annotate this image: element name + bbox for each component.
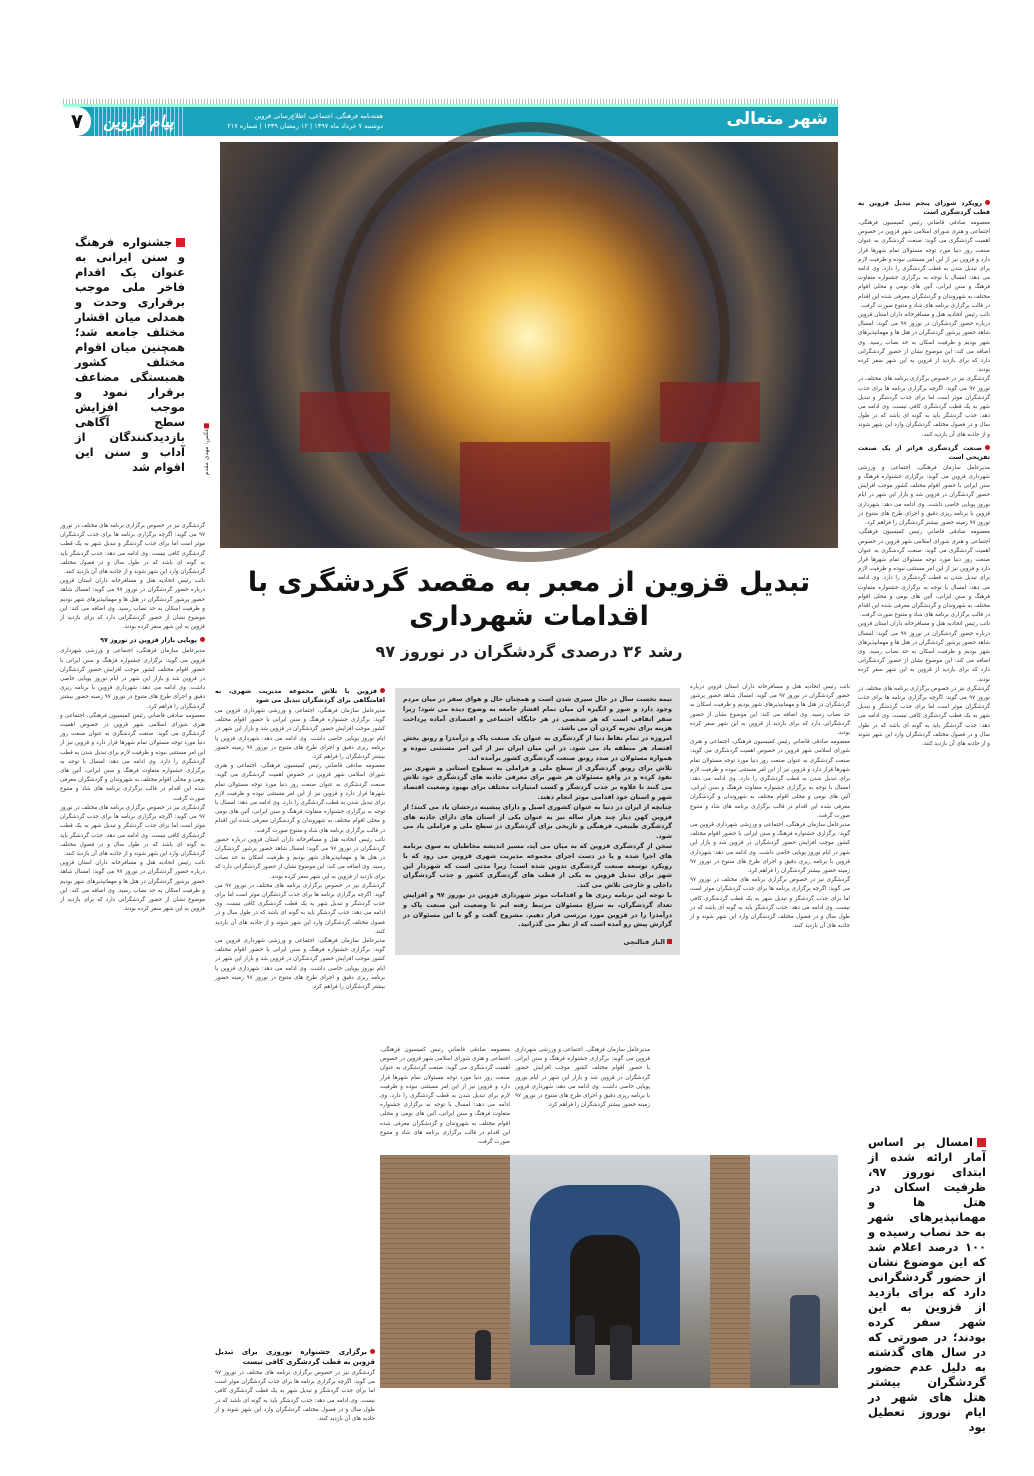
paragraph: نائب رئیس اتحادیه هتل و مسافرخانه داران استان قزوین درباره حضور گردشگران در نوروز ۹۷ می گوید: امسال شاهد حضور پرشور گردشگران در هتل ها و مهمانپذیرهای شهر بودیم و ظرفیت اسکان به حد نصاب رسید. وی اضافه می کند: این موضوع نشان از حضور گردشگرانی دارد که برای بازدید از قزوین به این شهر سفر کرده بودند. — [858, 621, 990, 683]
paragraph: معصومه صادقی قاضاني رئیس کمیسیون فرهنگی، اجتماعی و هنری شورای اسلامی شهر قزوین در خصوص اهمیت گردشگری می گوید: صنعت گردشگری به عنوان صنعت روز دنیا مورد توجه مسئولان تمام شهرها قرار دارد و قزوین نیز از این امر مستثنی نبوده و ظرفیت لازم برای تبدیل شدن به قطب گردشگری را دارد. وی ادامه می دهد: امسال با توجه به برگزاری جشنواره متفاوت فرهنگ و سنن ایرانی، آئین های بومی و محلی اقوام مختلف به شهروندان و گردشگران معرفی شده این اقدام در قالب برگزاری برنامه های شاد و متنوع صورت گرفت. — [858, 529, 990, 619]
section-title: شهر متعالی — [726, 109, 828, 129]
brick-wall — [710, 1155, 750, 1388]
subheadline: رشد ۳۶ درصدی گردشگران در نوروز ۹۷ — [375, 642, 683, 661]
pull-quote-text: جشنواره فرهنگ و سنن ایرانی به عنوان یک اقدام فاخر ملی موجب برقراری وحدت و همدلی میان اقشار مختلف جامعه شد؛ همچنین میان اقوام مختلف کشور همبستگی مضاعف برقرار نمود و موجب افزایش سطح آگاهی بازدیدکنندگان از آداب و سنن این اقوام شد — [75, 235, 185, 474]
person — [475, 1330, 491, 1380]
masthead-info — [193, 111, 383, 131]
column-4 — [690, 683, 850, 1143]
paragraph: گردشگری نیز در خصوص برگزاری برنامه های مختلف در نوروز ۹۷ می گوید: اگرچه برگزاری برنامه ها برای جذب گردشگران موثر است اما برای جذب گردشگر و تبدیل شهر به یک قطب گردشگری کافی نیست. وی ادامه می دهد: جذب گردشگر باید به گونه ای باشد که در طول سال و در فصول مختلف گردشگران وارد این شهر شوند و از جاذبه های آن بازدید کنند. — [60, 523, 205, 576]
headline: تبدیل قزوین از معبر به مقصد گردشگری با اقدامات شهرداری — [247, 567, 811, 632]
page-header — [63, 104, 838, 136]
carpet — [300, 392, 390, 452]
bullet-square — [176, 238, 185, 247]
paragraph: نائب رئیس اتحادیه هتل و مسافرخانه داران استان قزوین درباره حضور گردشگران در نوروز ۹۷ می گوید: امسال شاهد حضور پرشور گردشگران در هتل ها و مهمانپذیرهای شهر بودیم و ظرفیت اسکان به حد نصاب رسید. وی اضافه می کند: این موضوع نشان از حضور گردشگرانی دارد که برای بازدید از قزوین به این شهر سفر کرده بودند. — [60, 578, 205, 631]
intro-paragraph: با توجه این برنامه ریزی ها و اقدامات موثر شهرداری قزوین در نوروز ۹۷ و افزایش تعداد گردشگران، به سراغ مسئولان مرتبط رفته ایم تا وضعیت این صنعت پاک و درآمدزا را در قزوین مورد بررسی قرار دهیم. مشروح گفت و گو با این مسئولان در گزارش پیش رو آمده است که از نظر می گذرانید. — [403, 890, 672, 929]
column-lower-1 — [380, 1046, 510, 1147]
tagline: هفته‌نامه فرهنگی، اجتماعی، اطلاع‌رسانی قزوین — [254, 112, 383, 120]
bullet-square — [977, 1138, 986, 1147]
subhead: صنعت گردشگری فراتر از یک صنعت تفریحی است — [858, 444, 990, 461]
column-right — [858, 195, 990, 1125]
paragraph: معصومه صادقی قاضاني رئیس کمیسیون فرهنگی، اجتماعی و هنری شورای اسلامی شهر قزوین در خصوص اهمیت گردشگری می گوید: صنعت گردشگری به عنوان صنعت روز دنیا مورد توجه مسئولان تمام شهرها قرار دارد و قزوین نیز از این امر مستثنی نبوده و ظرفیت لازم برای تبدیل شدن به قطب گردشگری را دارد. وی ادامه می دهد: امسال با توجه به برگزاری جشنواره متفاوت فرهنگ و سنن ایرانی، آئین های بومی و محلی اقوام مختلف به شهروندان و گردشگران معرفی شده این اقدام در قالب برگزاری برنامه های شاد و متنوع صورت گرفت. — [858, 220, 990, 309]
paragraph: گردشگری نیز در خصوص برگزاری برنامه های مختلف در نوروز ۹۷ می گوید: اگرچه برگزاری برنامه ها برای جذب گردشگران موثر است اما برای جذب گردشگر و تبدیل شهر به یک قطب گردشگری کافی نیست. وی ادامه می دهد: جذب گردشگر باید به گونه ای باشد که در طول سال و در فصول مختلف گردشگران وارد این شهر شوند و از جاذبه های آن بازدید کنند. — [858, 685, 990, 747]
paragraph: مدیرعامل سازمان فرهنگی، اجتماعی و ورزشی شهرداری قزوین می گوید: برگزاری جشنواره فرهنگ و سنن ایرانی با حضور اقوام مختلف کشور موجب افزایش حضور گردشگران در قزوین شد و بازار این شهر در ایام نوروز پویایی خاصی داشت. وی ادامه می دهد: شهرداری قزوین با برنامه ریزی دقیق و اجرای طرح های متنوع در نوروز ۹۷ زمینه حضور بیشتر گردشگران را فراهم کرد. — [215, 938, 385, 991]
paragraph: نائب رئیس اتحادیه هتل و مسافرخانه داران استان قزوین درباره حضور گردشگران در نوروز ۹۷ می گوید: امسال شاهد حضور پرشور گردشگران در هتل ها و مهمانپذیرهای شهر بودیم و ظرفیت اسکان به حد نصاب رسید. وی اضافه می کند: این موضوع نشان از حضور گردشگرانی دارد که برای بازدید از قزوین به این شهر سفر کرده بودند. — [60, 860, 205, 913]
paragraph: مدیرعامل سازمان فرهنگی، اجتماعی و ورزشی شهرداری قزوین می گوید: برگزاری جشنواره فرهنگ و سنن ایرانی با حضور اقوام مختلف کشور موجب افزایش حضور گردشگران در قزوین شد و بازار این شهر در ایام نوروز پویایی خاصی داشت. وی ادامه می دهد: شهرداری قزوین با برنامه ریزی دقیق و اجرای طرح های متنوع در نوروز ۹۷ زمینه حضور بیشتر گردشگران را فراهم کرد. — [60, 648, 206, 710]
intro-box — [395, 688, 680, 955]
paragraph: نائب رئیس اتحادیه هتل و مسافرخانه داران استان قزوین درباره حضور گردشگران در نوروز ۹۷ می گوید: امسال شاهد حضور پرشور گردشگران در هتل ها و مهمانپذیرهای شهر بودیم و ظرفیت اسکان به حد نصاب رسید. وی اضافه می کند: این موضوع نشان از حضور گردشگرانی دارد که برای بازدید از قزوین به این شهر سفر کرده بودند. — [690, 684, 850, 737]
bottom-photo — [380, 1155, 838, 1388]
paragraph: مدیرعامل سازمان فرهنگی، اجتماعی و ورزشی شهرداری قزوین می گوید: برگزاری جشنواره فرهنگ و سنن ایرانی با حضور اقوام مختلف کشور موجب افزایش حضور گردشگران در قزوین شد و بازار این شهر در ایام نوروز پویایی خاصی داشت. وی ادامه می دهد: شهرداری قزوین با برنامه ریزی دقیق و اجرای طرح های متنوع در نوروز ۹۷ زمینه حضور بیشتر گردشگران را فراهم کرد. — [858, 464, 990, 527]
intro-paragraph: امروزه در تمام نقاط دنیا از گردشگری به عنوان یک صنعت پاک و درآمدزا و رونق بخش اقتصاد هر منطقه یاد می شود. در این میان ایران نیز از این امر مستثنی نبوده و همواره مسئولان در صدد رونق صنعت گردشگری کشور برآمده اند. — [403, 734, 672, 762]
headline-block — [220, 566, 838, 662]
paragraph: مدیرعامل سازمان فرهنگی، اجتماعی و ورزشی شهرداری قزوین می گوید: برگزاری جشنواره فرهنگ و سنن ایرانی با حضور اقوام مختلف کشور موجب افزایش حضور گردشگران در قزوین شد و بازار این شهر در ایام نوروز پویایی خاصی داشت. وی ادامه می دهد: شهرداری قزوین با برنامه ریزی دقیق و اجرای طرح های متنوع در نوروز ۹۷ زمینه حضور بیشتر گردشگران را فراهم کرد. — [215, 708, 385, 761]
pull-quote-text: امسال بر اساس آمار ارائه شده از ابتدای نوروز ۹۷، ظرفیت اسکان در هتل ها و مهمانپذیرهای شهر به حد نصاب رسیده و ۱۰۰ درصد اعلام شد که این موضوع نشان از حضور گردشگرانی دارد که برای بازدید از قزوین به این شهر سفر کرده بودند؛ در صورتی که در سال های گذشته به دلیل عدم حضور گردشگران بیشتر هتل های شهر در ایام نوروز تعطیل بود — [868, 1135, 986, 1434]
paragraph: معصومه صادقی قاضاني رئیس کمیسیون فرهنگی، اجتماعی و هنری شورای اسلامی شهر قزوین در خصوص اهمیت گردشگری می گوید: صنعت گردشگری به عنوان صنعت روز دنیا مورد توجه مسئولان تمام شهرها قرار دارد و قزوین نیز از این امر مستثنی نبوده و ظرفیت لازم برای تبدیل شدن به قطب گردشگری را دارد. وی ادامه می دهد: امسال با توجه به برگزاری جشنواره متفاوت فرهنگ و سنن ایرانی، آئین های بومی و محلی اقوام مختلف به شهروندان و گردشگران معرفی شده این اقدام در قالب برگزاری برنامه های شاد و متنوع صورت گرفت. — [215, 763, 385, 834]
column-lower-2 — [515, 1046, 650, 1147]
paragraph: نائب رئیس اتحادیه هتل و مسافرخانه داران استان قزوین درباره حضور گردشگران در نوروز ۹۷ می گوید: امسال شاهد حضور پرشور گردشگران در هتل ها و مهمانپذیرهای شهر بودیم و ظرفیت اسکان به حد نصاب رسید. وی اضافه می کند: این موضوع نشان از حضور گردشگرانی دارد که برای بازدید از قزوین به این شهر سفر کرده بودند. — [215, 836, 385, 880]
intro-paragraph: تلاش برای رونق گردشگری از سطح ملی و فراملی به سطوح استانی و شهری نیز نفوذ کرده و در واقع مسئولان هر شهر برای معرفی جاذبه های گردشگری خود تلاش می کنند تا علاوه بر جذب گردشگر و کسب امتیازات مختلف برای بهبود وضعیت اقتصاد شهر و استان خود اقدامی موثر انجام دهند. — [403, 763, 672, 801]
paragraph: گردشگری نیز در خصوص برگزاری برنامه های مختلف در نوروز ۹۷ می گوید: اگرچه برگزاری برنامه ها برای جذب گردشگران موثر است اما برای جذب گردشگر و تبدیل شهر به یک قطب گردشگری کافی نیست. وی ادامه می دهد: جذب گردشگر باید به گونه ای باشد که در طول سال و در فصول مختلف گردشگران وارد این شهر شوند و از جاذبه های آن بازدید کنند. — [858, 376, 990, 438]
paragraph: گردشگری نیز در خصوص برگزاری برنامه های مختلف در نوروز ۹۷ می گوید: اگرچه برگزاری برنامه ها برای جذب گردشگران موثر است اما برای جذب گردشگر و تبدیل شهر به یک قطب گردشگری کافی نیست. وی ادامه می دهد: جذب گردشگر باید به گونه ای باشد که در طول سال و در فصول مختلف گردشگران وارد این شهر شوند و از جاذبه های آن بازدید کنند. — [60, 804, 205, 857]
person — [610, 1325, 632, 1380]
issue-line: دوشنبه ۷ خرداد ماه ۱۳۹۷ | ۱۲ رمضان ۱۴۳۹ | شماره ۲۱۷ — [227, 122, 383, 130]
paragraph: معصومه صادقی قاضاني رئیس کمیسیون فرهنگی، اجتماعی و هنری شورای اسلامی شهر قزوین در خصوص اهمیت گردشگری می گوید: صنعت گردشگری به عنوان صنعت روز دنیا مورد توجه مسئولان تمام شهرها قرار دارد و قزوین نیز از این امر مستثنی نبوده و ظرفیت لازم برای تبدیل شدن به قطب گردشگری را دارد. وی ادامه می دهد: امسال با توجه به برگزاری جشنواره متفاوت فرهنگ و سنن ایرانی، آئین های بومی و محلی اقوام مختلف به شهروندان و گردشگران معرفی شده این اقدام در قالب برگزاری برنامه های شاد و متنوع صورت گرفت. — [60, 712, 205, 802]
subhead: پویایی بازار قزوین در نوروز ۹۷ — [60, 636, 205, 645]
page-number: ۷ — [63, 107, 91, 136]
subhead: رویکرد شورای پنجم تبدیل قزوین به قطب گردشگری است — [858, 200, 990, 216]
main-photo — [220, 142, 838, 548]
photo-caption — [203, 420, 210, 475]
paragraph: گردشگری نیز در خصوص برگزاری برنامه های مختلف در نوروز ۹۷ می گوید: اگرچه برگزاری برنامه ها برای جذب گردشگران موثر است اما برای جذب گردشگر و تبدیل شهر به یک قطب گردشگری کافی نیست. وی ادامه می دهد: جذب گردشگر باید به گونه ای باشد که در طول سال و در فصول مختلف گردشگران وارد این شهر شوند و از جاذبه های آن بازدید کنند. — [215, 882, 386, 935]
column-2-bottom — [215, 1343, 375, 1423]
intro-paragraph: چنانچه از ایران در دنیا به عنوان کشوری اصیل و دارای پیشینه درخشان یاد می کنند؛ از قزوین کهن دیار چند هزار ساله نیز به عنوان یکی از استان های دارای جاذبه های گردشگری طبیعی، فرهنگی و تاریخی برای گردشگری در سطح ملی و فراملی یاد می شود. — [403, 802, 672, 841]
author-byline: الناز فتالنجی — [403, 938, 672, 948]
paragraph: معصومه صادقی قاضاني رئیس کمیسیون فرهنگی، اجتماعی و هنری شورای اسلامی شهر قزوین در خصوص اهمیت گردشگری می گوید: صنعت گردشگری به عنوان صنعت روز دنیا مورد توجه مسئولان تمام شهرها قرار دارد و قزوین نیز از این امر مستثنی نبوده و ظرفیت لازم برای تبدیل شدن به قطب گردشگری را دارد. وی ادامه می دهد: امسال با توجه به برگزاری جشنواره متفاوت فرهنگ و سنن ایرانی، آئین های بومی و محلی اقوام مختلف به شهروندان و گردشگران معرفی شده این اقدام در قالب برگزاری برنامه های شاد و متنوع صورت گرفت. — [380, 1047, 510, 1146]
subhead: برگزاری جشنواره نوروزی برای تبدیل قزوین به قطب گردشگری کافی نیست — [215, 1348, 375, 1366]
carpet — [460, 442, 610, 532]
column-2 — [215, 683, 385, 1333]
column-left — [60, 522, 205, 1382]
paragraph: گردشگری نیز در خصوص برگزاری برنامه های مختلف در نوروز ۹۷ می گوید: اگرچه برگزاری برنامه ها برای جذب گردشگران موثر است اما برای جذب گردشگر و تبدیل شهر به یک قطب گردشگری کافی نیست. وی ادامه می دهد: جذب گردشگر باید به گونه ای باشد که در طول سال و در فصول مختلف گردشگران وارد این شهر شوند و از جاذبه های آن بازدید کنند. — [690, 877, 850, 930]
paragraph: مدیرعامل سازمان فرهنگی، اجتماعی و ورزشی شهرداری قزوین می گوید: برگزاری جشنواره فرهنگ و سنن ایرانی با حضور اقوام مختلف کشور موجب افزایش حضور گردشگران در قزوین شد و بازار این شهر در ایام نوروز پویایی خاصی داشت. وی ادامه می دهد: شهرداری قزوین با برنامه ریزی دقیق و اجرای طرح های متنوع در نوروز ۹۷ زمینه حضور بیشتر گردشگران را فراهم کرد. — [690, 822, 850, 875]
paragraph: مدیرعامل سازمان فرهنگی، اجتماعی و ورزشی شهرداری قزوین می گوید: برگزاری جشنواره فرهنگ و سنن ایرانی با حضور اقوام مختلف کشور موجب افزایش حضور گردشگران در قزوین شد و بازار این شهر در ایام نوروز پویایی خاصی داشت. وی ادامه می دهد: شهرداری قزوین با برنامه ریزی دقیق و اجرای طرح های متنوع در نوروز ۹۷ زمینه حضور بیشتر گردشگران را فراهم کرد. — [515, 1047, 650, 1109]
caption-text: عکس: مهدی مقدم — [203, 428, 210, 476]
newspaper-logo: پیام قزوین — [91, 107, 186, 136]
header-rule — [63, 99, 838, 104]
pull-quote-right — [868, 1135, 986, 1435]
paragraph: معصومه صادقی قاضاني رئیس کمیسیون فرهنگی، اجتماعی و هنری شورای اسلامی شهر قزوین در خصوص اهمیت گردشگری می گوید: صنعت گردشگری به عنوان صنعت روز دنیا مورد توجه مسئولان تمام شهرها قرار دارد و قزوین نیز از این امر مستثنی نبوده و ظرفیت لازم برای تبدیل شدن به قطب گردشگری را دارد. وی ادامه می دهد: امسال با توجه به برگزاری جشنواره متفاوت فرهنگ و سنن ایرانی، آئین های بومی و محلی اقوام مختلف به شهروندان و گردشگران معرفی شده این اقدام در قالب برگزاری برنامه های شاد و متنوع صورت گرفت. — [690, 739, 850, 819]
paragraph: گردشگری نیز در خصوص برگزاری برنامه های مختلف در نوروز ۹۷ می گوید: اگرچه برگزاری برنامه ها برای جذب گردشگران موثر است اما برای جذب گردشگر و تبدیل شهر به یک قطب گردشگری کافی نیست. وی ادامه می دهد: جذب گردشگر باید به گونه ای باشد که در طول سال و در فصول مختلف گردشگران وارد این شهر شوند و از جاذبه های آن بازدید کنند. — [215, 1370, 375, 1423]
intro-paragraph: نیمه نخست سال در حال سپری شدن است و همچنان حال و هوای سفر در میان مردم وجود دارد و شور و انگیزه آن میان تمام اقشار جامعه به وضوح دیده می شود؛ زیرا سفر اتفاقی است که هر شخصی در هر جایگاه اجتماعی و اقتصادی آماده پرداخت هزینه برای تجربه کردن آن می باشد. — [403, 695, 672, 733]
person — [790, 1295, 820, 1385]
pull-quote-left — [75, 235, 185, 475]
paragraph: نائب رئیس اتحادیه هتل و مسافرخانه داران استان قزوین درباره حضور گردشگران در نوروز ۹۷ می گوید: امسال شاهد حضور پرشور گردشگران در هتل ها و مهمانپذیرهای شهر بودیم و ظرفیت اسکان به حد نصاب رسید. وی اضافه می کند: این موضوع نشان از حضور گردشگرانی دارد که برای بازدید از قزوین به این شهر سفر کرده بودند. — [858, 312, 990, 374]
carpet — [660, 382, 760, 442]
subhead: قزوین با تلاش مجموعه مدیریت شهری، به اقامتگاهی برای گردشگران تبدیل می شود — [215, 688, 385, 704]
person — [575, 1315, 595, 1375]
intro-paragraph: سخن از گردشگری قزوین که به میان می آید، مسیر اندیشه مخاطبان به سوی برنامه های اجرا شده و یا در دست اجرای مجموعه مدیریت شهری قزوین می رود که با رویکرد توسعه صنعت گردشگری تدوین شده است؛ زیرا مدتی است که شهردار این شهر برای تبدیل قزوین به یکی از قطب های گردشگری کشور و جذب گردشگران داخلی و خارجی تلاش می کند. — [403, 841, 672, 890]
